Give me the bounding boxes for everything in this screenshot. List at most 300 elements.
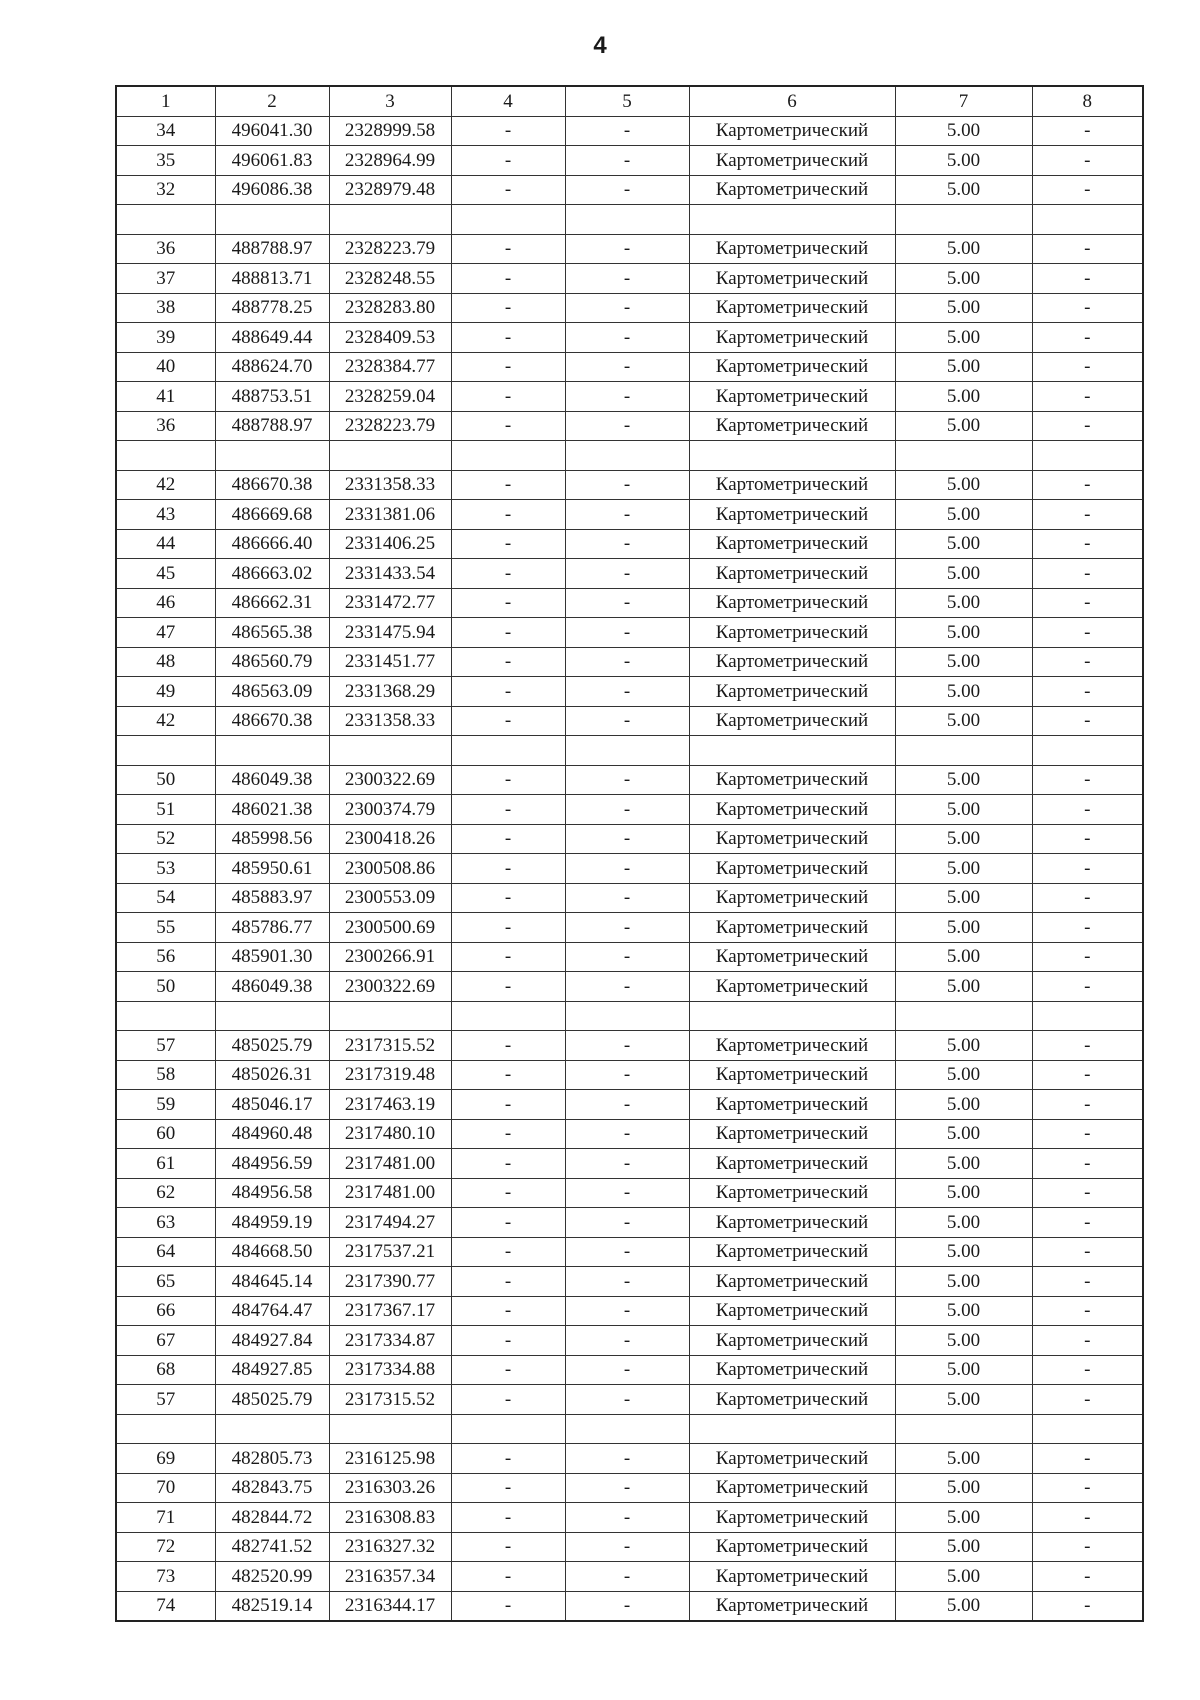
cell-col-5: - xyxy=(565,234,689,264)
cell-col-4: - xyxy=(451,1385,565,1415)
cell-col-4: - xyxy=(451,411,565,441)
cell-accuracy: 5.00 xyxy=(895,618,1032,648)
cell-method: Картометрический xyxy=(689,1473,895,1503)
cell-col-8: - xyxy=(1032,293,1143,323)
cell-col-5: - xyxy=(565,1326,689,1356)
cell-y-coordinate: 2316327.32 xyxy=(329,1532,451,1562)
cell-x-coordinate: 484956.59 xyxy=(215,1149,329,1179)
cell-method: Картометрический xyxy=(689,618,895,648)
table-row xyxy=(116,1385,1143,1415)
table-row xyxy=(116,116,1143,146)
cell-method: Картометрический xyxy=(689,1503,895,1533)
cell-point-number: 66 xyxy=(116,1296,215,1326)
cell-col-8: - xyxy=(1032,411,1143,441)
cell-x-coordinate xyxy=(215,441,329,471)
cell-col-8: - xyxy=(1032,1208,1143,1238)
cell-method: Картометрический xyxy=(689,382,895,412)
table-row xyxy=(116,1267,1143,1297)
cell-method: Картометрический xyxy=(689,1119,895,1149)
cell-point-number: 57 xyxy=(116,1031,215,1061)
cell-point-number: 63 xyxy=(116,1208,215,1238)
cell-y-coordinate: 2300266.91 xyxy=(329,942,451,972)
cell-y-coordinate: 2317390.77 xyxy=(329,1267,451,1297)
cell-accuracy: 5.00 xyxy=(895,175,1032,205)
cell-y-coordinate: 2317480.10 xyxy=(329,1119,451,1149)
table-row xyxy=(116,1591,1143,1621)
table-row xyxy=(116,824,1143,854)
cell-accuracy: 5.00 xyxy=(895,1296,1032,1326)
cell-accuracy: 5.00 xyxy=(895,677,1032,707)
cell-x-coordinate: 486560.79 xyxy=(215,647,329,677)
table-row xyxy=(116,1119,1143,1149)
cell-col-5: - xyxy=(565,677,689,707)
cell-x-coordinate: 486670.38 xyxy=(215,706,329,736)
cell-col-4: - xyxy=(451,1178,565,1208)
cell-x-coordinate: 486663.02 xyxy=(215,559,329,589)
cell-col-5: - xyxy=(565,618,689,648)
cell-accuracy: 5.00 xyxy=(895,146,1032,176)
cell-col-5: - xyxy=(565,942,689,972)
cell-point-number: 37 xyxy=(116,264,215,294)
cell-method: Картометрический xyxy=(689,264,895,294)
cell-method: Картометрический xyxy=(689,1208,895,1238)
page-number: 4 xyxy=(593,32,607,59)
cell-col-4: - xyxy=(451,854,565,884)
cell-method: Картометрический xyxy=(689,234,895,264)
cell-col-4: - xyxy=(451,913,565,943)
cell-y-coordinate: 2317494.27 xyxy=(329,1208,451,1238)
cell-y-coordinate: 2317334.88 xyxy=(329,1355,451,1385)
cell-y-coordinate: 2328259.04 xyxy=(329,382,451,412)
table-row xyxy=(116,529,1143,559)
cell-col-4: - xyxy=(451,677,565,707)
cell-col-8: - xyxy=(1032,795,1143,825)
cell-method: Картометрический xyxy=(689,529,895,559)
table-row xyxy=(116,411,1143,441)
cell-col-5 xyxy=(565,1001,689,1031)
cell-col-5: - xyxy=(565,824,689,854)
cell-y-coordinate: 2328979.48 xyxy=(329,175,451,205)
header-col-3: 3 xyxy=(329,86,451,116)
cell-x-coordinate: 485026.31 xyxy=(215,1060,329,1090)
table-row xyxy=(116,795,1143,825)
cell-x-coordinate: 488753.51 xyxy=(215,382,329,412)
table-row xyxy=(116,293,1143,323)
cell-col-4 xyxy=(451,441,565,471)
cell-accuracy: 5.00 xyxy=(895,352,1032,382)
table-row xyxy=(116,913,1143,943)
cell-point-number: 42 xyxy=(116,706,215,736)
cell-col-4: - xyxy=(451,529,565,559)
cell-x-coordinate: 484927.84 xyxy=(215,1326,329,1356)
cell-method: Картометрический xyxy=(689,1178,895,1208)
cell-col-4: - xyxy=(451,293,565,323)
cell-accuracy: 5.00 xyxy=(895,647,1032,677)
cell-col-5: - xyxy=(565,470,689,500)
cell-col-5: - xyxy=(565,1090,689,1120)
cell-col-5: - xyxy=(565,1178,689,1208)
cell-col-8: - xyxy=(1032,765,1143,795)
cell-col-4: - xyxy=(451,1237,565,1267)
cell-col-5: - xyxy=(565,293,689,323)
table-row xyxy=(116,677,1143,707)
cell-point-number: 64 xyxy=(116,1237,215,1267)
table-row xyxy=(116,146,1143,176)
cell-col-5: - xyxy=(565,795,689,825)
cell-col-8: - xyxy=(1032,1562,1143,1592)
cell-x-coordinate: 482805.73 xyxy=(215,1444,329,1474)
cell-col-4: - xyxy=(451,559,565,589)
cell-col-4: - xyxy=(451,234,565,264)
table-row xyxy=(116,765,1143,795)
table-row xyxy=(116,1414,1143,1444)
cell-point-number: 60 xyxy=(116,1119,215,1149)
cell-col-5: - xyxy=(565,1562,689,1592)
cell-col-8: - xyxy=(1032,1237,1143,1267)
cell-col-8: - xyxy=(1032,1532,1143,1562)
table-row xyxy=(116,647,1143,677)
cell-x-coordinate: 484645.14 xyxy=(215,1267,329,1297)
cell-accuracy: 5.00 xyxy=(895,1562,1032,1592)
cell-method: Картометрический xyxy=(689,1326,895,1356)
cell-x-coordinate: 484959.19 xyxy=(215,1208,329,1238)
cell-col-8: - xyxy=(1032,1178,1143,1208)
cell-y-coordinate: 2331358.33 xyxy=(329,706,451,736)
cell-y-coordinate: 2300500.69 xyxy=(329,913,451,943)
cell-x-coordinate: 486565.38 xyxy=(215,618,329,648)
cell-y-coordinate: 2317481.00 xyxy=(329,1149,451,1179)
header-col-4: 4 xyxy=(451,86,565,116)
table-row xyxy=(116,1532,1143,1562)
cell-col-5: - xyxy=(565,1444,689,1474)
cell-point-number xyxy=(116,736,215,766)
cell-col-4: - xyxy=(451,1326,565,1356)
cell-point-number: 62 xyxy=(116,1178,215,1208)
cell-method: Картометрический xyxy=(689,146,895,176)
cell-col-5: - xyxy=(565,765,689,795)
cell-y-coordinate: 2317481.00 xyxy=(329,1178,451,1208)
table-row xyxy=(116,205,1143,235)
cell-x-coordinate: 496086.38 xyxy=(215,175,329,205)
cell-accuracy: 5.00 xyxy=(895,264,1032,294)
cell-col-4: - xyxy=(451,647,565,677)
cell-col-8: - xyxy=(1032,1355,1143,1385)
cell-x-coordinate xyxy=(215,1001,329,1031)
cell-method: Картометрический xyxy=(689,1385,895,1415)
cell-point-number: 40 xyxy=(116,352,215,382)
table-row xyxy=(116,736,1143,766)
cell-col-8: - xyxy=(1032,706,1143,736)
cell-accuracy: 5.00 xyxy=(895,116,1032,146)
cell-accuracy xyxy=(895,1414,1032,1444)
cell-method: Картометрический xyxy=(689,883,895,913)
cell-col-5: - xyxy=(565,1237,689,1267)
cell-col-5: - xyxy=(565,1031,689,1061)
cell-accuracy xyxy=(895,441,1032,471)
cell-col-4: - xyxy=(451,1149,565,1179)
cell-col-4: - xyxy=(451,1031,565,1061)
cell-col-5: - xyxy=(565,264,689,294)
cell-accuracy: 5.00 xyxy=(895,1090,1032,1120)
cell-accuracy: 5.00 xyxy=(895,411,1032,441)
cell-col-5: - xyxy=(565,1503,689,1533)
table-row xyxy=(116,559,1143,589)
cell-point-number: 36 xyxy=(116,234,215,264)
cell-accuracy: 5.00 xyxy=(895,529,1032,559)
cell-accuracy: 5.00 xyxy=(895,1031,1032,1061)
cell-col-5: - xyxy=(565,1119,689,1149)
cell-col-8: - xyxy=(1032,1119,1143,1149)
cell-point-number: 50 xyxy=(116,972,215,1002)
cell-accuracy: 5.00 xyxy=(895,1178,1032,1208)
cell-y-coordinate: 2331381.06 xyxy=(329,500,451,530)
cell-col-8: - xyxy=(1032,1444,1143,1474)
cell-col-8: - xyxy=(1032,559,1143,589)
cell-col-5: - xyxy=(565,116,689,146)
cell-col-4: - xyxy=(451,1562,565,1592)
table-row xyxy=(116,588,1143,618)
cell-col-8: - xyxy=(1032,913,1143,943)
cell-x-coordinate: 486049.38 xyxy=(215,765,329,795)
cell-col-8: - xyxy=(1032,1149,1143,1179)
cell-method xyxy=(689,1001,895,1031)
cell-col-5: - xyxy=(565,706,689,736)
cell-col-5 xyxy=(565,441,689,471)
cell-col-5 xyxy=(565,1414,689,1444)
cell-col-4: - xyxy=(451,323,565,353)
cell-x-coordinate xyxy=(215,1414,329,1444)
cell-col-4: - xyxy=(451,942,565,972)
cell-y-coordinate: 2300374.79 xyxy=(329,795,451,825)
cell-col-5: - xyxy=(565,1355,689,1385)
cell-method: Картометрический xyxy=(689,559,895,589)
cell-col-5: - xyxy=(565,1591,689,1621)
cell-y-coordinate xyxy=(329,441,451,471)
cell-method: Картометрический xyxy=(689,1267,895,1297)
cell-point-number: 32 xyxy=(116,175,215,205)
cell-x-coordinate: 486563.09 xyxy=(215,677,329,707)
cell-point-number: 41 xyxy=(116,382,215,412)
cell-method: Картометрический xyxy=(689,1591,895,1621)
cell-y-coordinate: 2328223.79 xyxy=(329,234,451,264)
cell-accuracy: 5.00 xyxy=(895,588,1032,618)
cell-point-number: 34 xyxy=(116,116,215,146)
cell-col-8: - xyxy=(1032,1296,1143,1326)
cell-method xyxy=(689,1414,895,1444)
cell-col-8: - xyxy=(1032,1031,1143,1061)
cell-y-coordinate: 2331406.25 xyxy=(329,529,451,559)
cell-point-number: 57 xyxy=(116,1385,215,1415)
cell-col-8: - xyxy=(1032,824,1143,854)
cell-y-coordinate xyxy=(329,1414,451,1444)
cell-col-8: - xyxy=(1032,264,1143,294)
cell-col-5: - xyxy=(565,1267,689,1297)
cell-y-coordinate: 2328999.58 xyxy=(329,116,451,146)
cell-y-coordinate: 2317315.52 xyxy=(329,1385,451,1415)
cell-point-number: 51 xyxy=(116,795,215,825)
cell-y-coordinate: 2328283.80 xyxy=(329,293,451,323)
cell-x-coordinate: 486662.31 xyxy=(215,588,329,618)
cell-x-coordinate: 485046.17 xyxy=(215,1090,329,1120)
cell-col-4: - xyxy=(451,470,565,500)
cell-accuracy: 5.00 xyxy=(895,706,1032,736)
cell-col-8: - xyxy=(1032,1326,1143,1356)
cell-y-coordinate: 2331472.77 xyxy=(329,588,451,618)
cell-x-coordinate xyxy=(215,205,329,235)
cell-x-coordinate: 486666.40 xyxy=(215,529,329,559)
cell-point-number xyxy=(116,1001,215,1031)
cell-x-coordinate: 484956.58 xyxy=(215,1178,329,1208)
cell-y-coordinate: 2331368.29 xyxy=(329,677,451,707)
cell-y-coordinate: 2328384.77 xyxy=(329,352,451,382)
cell-col-8: - xyxy=(1032,234,1143,264)
table-row xyxy=(116,1149,1143,1179)
cell-col-5: - xyxy=(565,1385,689,1415)
cell-col-5: - xyxy=(565,500,689,530)
cell-point-number xyxy=(116,205,215,235)
cell-x-coordinate: 485950.61 xyxy=(215,854,329,884)
cell-x-coordinate: 486049.38 xyxy=(215,972,329,1002)
table-row xyxy=(116,234,1143,264)
cell-col-8: - xyxy=(1032,175,1143,205)
cell-point-number: 44 xyxy=(116,529,215,559)
cell-col-8: - xyxy=(1032,146,1143,176)
cell-accuracy: 5.00 xyxy=(895,1149,1032,1179)
cell-x-coordinate: 488624.70 xyxy=(215,352,329,382)
cell-method: Картометрический xyxy=(689,323,895,353)
cell-y-coordinate: 2317319.48 xyxy=(329,1060,451,1090)
cell-col-5: - xyxy=(565,559,689,589)
cell-point-number: 42 xyxy=(116,470,215,500)
cell-point-number: 61 xyxy=(116,1149,215,1179)
cell-col-5 xyxy=(565,736,689,766)
cell-col-4: - xyxy=(451,1503,565,1533)
cell-y-coordinate: 2300553.09 xyxy=(329,883,451,913)
cell-method: Картометрический xyxy=(689,1031,895,1061)
cell-x-coordinate: 482844.72 xyxy=(215,1503,329,1533)
cell-method: Картометрический xyxy=(689,647,895,677)
cell-col-5: - xyxy=(565,175,689,205)
cell-col-4: - xyxy=(451,1267,565,1297)
header-col-6: 6 xyxy=(689,86,895,116)
cell-point-number xyxy=(116,441,215,471)
cell-method: Картометрический xyxy=(689,588,895,618)
cell-col-5: - xyxy=(565,854,689,884)
cell-col-8: - xyxy=(1032,854,1143,884)
cell-point-number: 48 xyxy=(116,647,215,677)
cell-col-8: - xyxy=(1032,942,1143,972)
table-row xyxy=(116,1001,1143,1031)
header-col-2: 2 xyxy=(215,86,329,116)
cell-col-8: - xyxy=(1032,1060,1143,1090)
table-row xyxy=(116,1208,1143,1238)
cell-col-4: - xyxy=(451,824,565,854)
cell-x-coordinate: 485025.79 xyxy=(215,1031,329,1061)
cell-point-number: 69 xyxy=(116,1444,215,1474)
cell-accuracy: 5.00 xyxy=(895,883,1032,913)
cell-point-number: 71 xyxy=(116,1503,215,1533)
cell-col-5: - xyxy=(565,1473,689,1503)
cell-point-number: 50 xyxy=(116,765,215,795)
cell-col-5: - xyxy=(565,529,689,559)
cell-y-coordinate: 2300322.69 xyxy=(329,972,451,1002)
table-row xyxy=(116,1178,1143,1208)
cell-method: Картометрический xyxy=(689,824,895,854)
cell-method: Картометрический xyxy=(689,854,895,884)
cell-col-8 xyxy=(1032,1414,1143,1444)
table-row xyxy=(116,1473,1143,1503)
table-row xyxy=(116,1060,1143,1090)
table-row xyxy=(116,264,1143,294)
cell-col-8: - xyxy=(1032,647,1143,677)
cell-y-coordinate: 2317334.87 xyxy=(329,1326,451,1356)
table-row xyxy=(116,175,1143,205)
cell-col-5: - xyxy=(565,588,689,618)
cell-col-4: - xyxy=(451,1355,565,1385)
cell-accuracy: 5.00 xyxy=(895,854,1032,884)
cell-x-coordinate: 488778.25 xyxy=(215,293,329,323)
cell-col-4: - xyxy=(451,175,565,205)
cell-method: Картометрический xyxy=(689,116,895,146)
table-row xyxy=(116,1296,1143,1326)
cell-col-8: - xyxy=(1032,323,1143,353)
cell-col-8: - xyxy=(1032,1267,1143,1297)
cell-accuracy: 5.00 xyxy=(895,1355,1032,1385)
cell-col-8 xyxy=(1032,736,1143,766)
cell-col-4: - xyxy=(451,1060,565,1090)
cell-method: Картометрический xyxy=(689,1444,895,1474)
cell-y-coordinate: 2316125.98 xyxy=(329,1444,451,1474)
cell-col-4: - xyxy=(451,588,565,618)
cell-col-8: - xyxy=(1032,1591,1143,1621)
cell-accuracy: 5.00 xyxy=(895,559,1032,589)
cell-col-8: - xyxy=(1032,529,1143,559)
cell-x-coordinate: 488813.71 xyxy=(215,264,329,294)
cell-x-coordinate: 486021.38 xyxy=(215,795,329,825)
cell-col-5: - xyxy=(565,382,689,412)
cell-point-number: 46 xyxy=(116,588,215,618)
cell-y-coordinate: 2300508.86 xyxy=(329,854,451,884)
cell-x-coordinate: 488788.97 xyxy=(215,411,329,441)
table-row xyxy=(116,382,1143,412)
cell-col-5: - xyxy=(565,411,689,441)
table-row xyxy=(116,1355,1143,1385)
cell-col-5: - xyxy=(565,647,689,677)
cell-col-4: - xyxy=(451,1296,565,1326)
cell-x-coordinate: 482843.75 xyxy=(215,1473,329,1503)
cell-point-number: 73 xyxy=(116,1562,215,1592)
cell-accuracy xyxy=(895,1001,1032,1031)
cell-col-4: - xyxy=(451,146,565,176)
cell-method: Картометрический xyxy=(689,1355,895,1385)
cell-accuracy: 5.00 xyxy=(895,795,1032,825)
cell-col-5: - xyxy=(565,883,689,913)
cell-accuracy: 5.00 xyxy=(895,913,1032,943)
cell-method: Картометрический xyxy=(689,1060,895,1090)
table-body xyxy=(116,116,1143,1621)
cell-accuracy: 5.00 xyxy=(895,1237,1032,1267)
cell-point-number: 52 xyxy=(116,824,215,854)
cell-x-coordinate: 496041.30 xyxy=(215,116,329,146)
cell-col-8: - xyxy=(1032,1385,1143,1415)
cell-col-5: - xyxy=(565,1060,689,1090)
cell-accuracy: 5.00 xyxy=(895,1503,1032,1533)
cell-col-4: - xyxy=(451,1090,565,1120)
cell-y-coordinate: 2300418.26 xyxy=(329,824,451,854)
cell-method: Картометрический xyxy=(689,1532,895,1562)
cell-accuracy xyxy=(895,205,1032,235)
cell-method: Картометрический xyxy=(689,470,895,500)
